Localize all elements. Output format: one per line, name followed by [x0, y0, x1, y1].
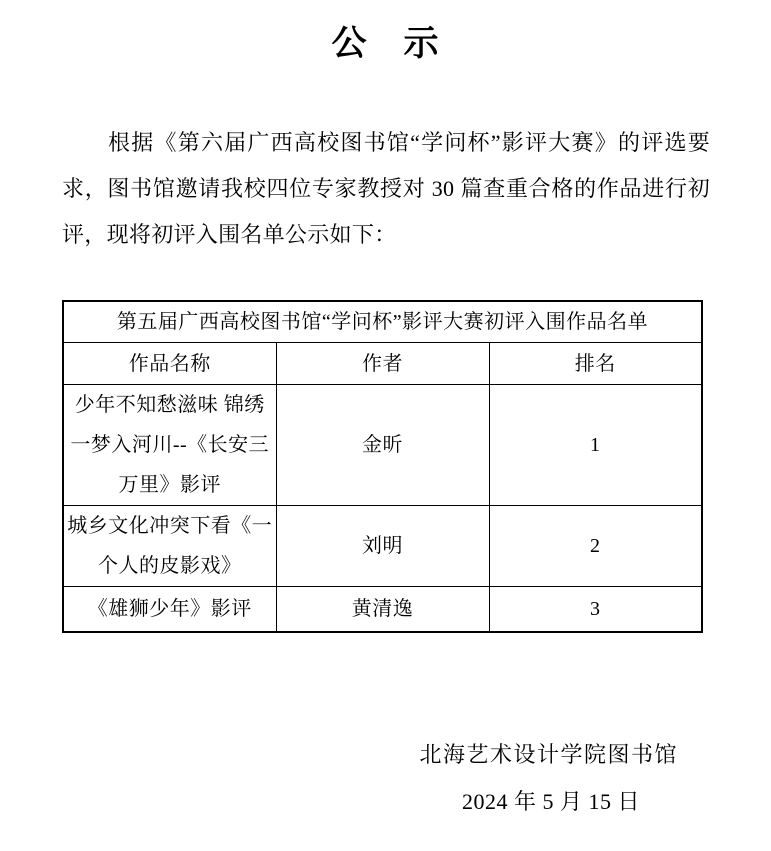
rank-cell: 3 — [489, 587, 702, 632]
column-header-rank: 排名 — [489, 343, 702, 385]
shortlist-table — [62, 300, 703, 633]
rank-cell: 2 — [489, 506, 702, 587]
table-caption-row — [63, 301, 702, 343]
page-title: 公 示 — [331, 24, 440, 63]
table-row — [63, 506, 702, 587]
notice-body-paragraph: 根据《第六届广西高校图书馆“学问杯”影评大赛》的评选要求，图书馆邀请我校四位专家教授对 30 篇查重合格的作品进行初评，现将初评入围名单公示如下： — [62, 130, 710, 247]
signature-date: 2024 年 5 月 15 日 — [462, 789, 641, 814]
author-cell: 黄清逸 — [276, 587, 489, 632]
author-cell: 金昕 — [276, 385, 489, 506]
table-caption: 第五届广西高校图书馆“学问杯”影评大赛初评入围作品名单 — [63, 301, 702, 343]
column-header-work: 作品名称 — [63, 343, 276, 385]
table-header-row — [63, 343, 702, 385]
column-header-author: 作者 — [276, 343, 489, 385]
work-title-cell: 《雄狮少年》影评 — [63, 587, 276, 632]
author-cell: 刘明 — [276, 506, 489, 587]
table-row — [63, 587, 702, 632]
work-title-cell: 少年不知愁滋味 锦绣一梦入河川--《长安三万里》影评 — [63, 385, 276, 506]
table-row — [63, 385, 702, 506]
signature-organization: 北海艺术设计学院图书馆 — [419, 742, 678, 767]
rank-cell: 1 — [489, 385, 702, 506]
work-title-cell: 城乡文化冲突下看《一个人的皮影戏》 — [63, 506, 276, 587]
